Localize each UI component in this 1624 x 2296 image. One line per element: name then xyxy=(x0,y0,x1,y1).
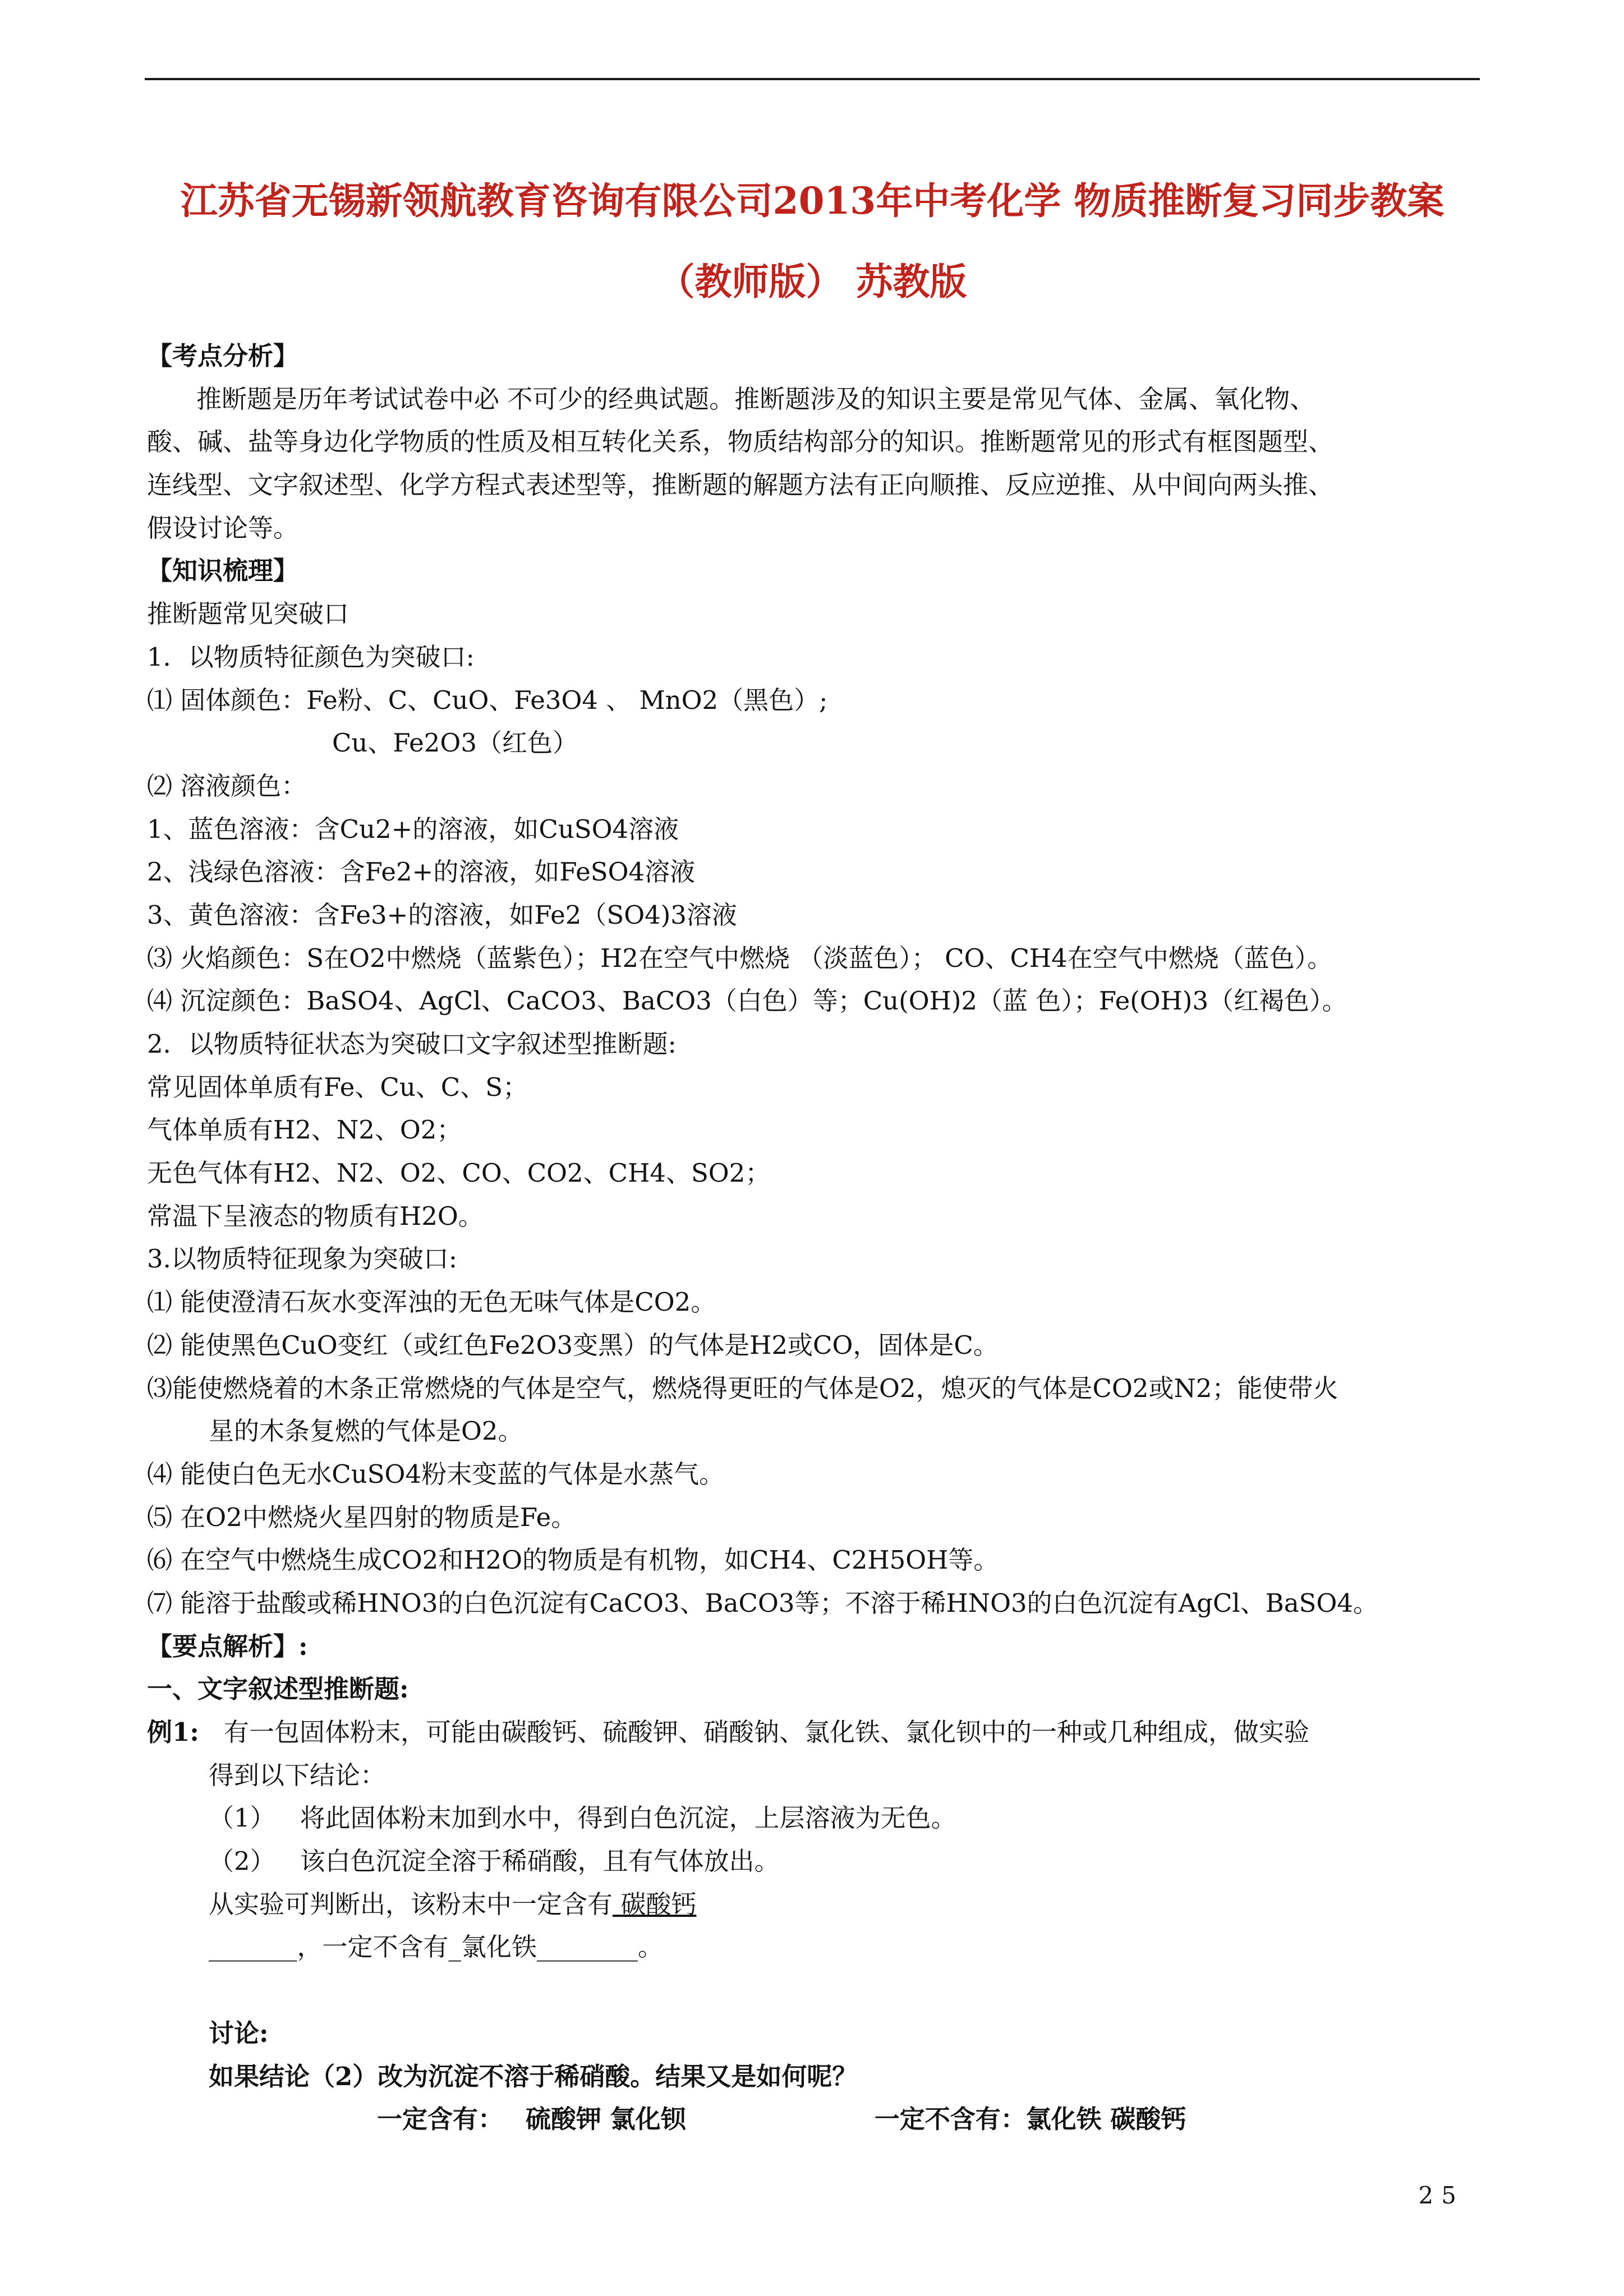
section-heading-analysis: 【考点分析】 xyxy=(147,341,299,371)
judgement-end: 。 xyxy=(638,1932,664,1962)
example-text-continued: 得到以下结论： xyxy=(209,1760,386,1790)
discussion-question: 如果结论（2）改为沉淀不溶于稀硝酸。结果又是如何呢？ xyxy=(209,2061,858,2091)
page-number: 25 xyxy=(1418,2182,1464,2209)
example-label: 例1: xyxy=(147,1717,199,1747)
knowledge-item: 2．以物质特征状态为突破口文字叙述型推断题: xyxy=(147,1029,677,1059)
analysis-paragraph-line: 连线型、文字叙述型、化学方程式表述型等，推断题的解题方法有正向顺推、反应逆推、从中间向两头推、 xyxy=(147,470,1334,500)
knowledge-item: ⑶能使燃烧着的木条正常燃烧的气体是空气，燃烧得更旺的气体是O2，熄灭的气体是CO2或N2；能使带火 xyxy=(147,1373,1338,1403)
analysis-paragraph-line: 假设讨论等。 xyxy=(147,513,299,543)
knowledge-item: ⑴ 能使澄清石灰水变浑浊的无色无味气体是CO2。 xyxy=(147,1287,716,1317)
blank-line xyxy=(147,1969,1482,2012)
analysis-paragraph-line: 酸、碱、盐等身边化学物质的性质及相互转化关系，物质结构部分的知识。推断题常见的形式有框图题型、 xyxy=(147,427,1334,457)
knowledge-item: ⑺ 能溶于盐酸或稀HNO3的白色沉淀有CaCO3、BaCO3等；不溶于稀HNO3的白色沉淀有AgCl、BaSO4。 xyxy=(147,1588,1379,1618)
knowledge-item: ⑵ 能使黑色CuO变红（或红色Fe2O3变黑）的气体是H2或CO，固体是C。 xyxy=(147,1330,999,1360)
section-heading-knowledge: 【知识梳理】 xyxy=(147,556,299,586)
answer-excludes-label: 一定不含有： xyxy=(874,2104,1026,2134)
knowledge-item: 气体单质有H2、N2、O2； xyxy=(147,1115,462,1145)
knowledge-item: 1．以物质特征颜色为突破口: xyxy=(147,642,475,672)
knowledge-item: 3.以物质特征现象为突破口: xyxy=(147,1244,458,1274)
knowledge-item: ⑹ 在空气中燃烧生成CO2和H2O的物质是有机物，如CH4、C2H5OH等。 xyxy=(147,1545,999,1575)
knowledge-item: ⑸ 在O2中燃烧火星四射的物质是Fe。 xyxy=(147,1502,577,1532)
subsection-heading: 一、文字叙述型推断题: xyxy=(147,1674,409,1704)
example-text: 有一包固体粉末，可能由碳酸钙、硫酸钾、硝酸钠、氯化铁、氯化钡中的一种或几种组成，做实验 xyxy=(223,1717,1309,1747)
judgement-prefix: 从实验可判断出，该粉末中一定含有 xyxy=(209,1889,613,1919)
knowledge-item: 1、蓝色溶液：含Cu2+的溶液，如CuSO4溶液 xyxy=(147,814,679,844)
answer-blank: _______ xyxy=(209,1932,297,1962)
knowledge-item: 星的木条复燃的气体是O2。 xyxy=(209,1416,523,1446)
answer-contains-label: 一定含有： xyxy=(377,2104,504,2134)
knowledge-item: 2、浅绿色溶液：含Fe2+的溶液，如FeSO4溶液 xyxy=(147,857,696,887)
knowledge-item: Cu、Fe2O3（红色） xyxy=(332,728,578,758)
knowledge-item: ⑷ 能使白色无水CuSO4粉末变蓝的气体是水蒸气。 xyxy=(147,1459,725,1489)
knowledge-item: ⑴ 固体颜色：Fe粉、C、CuO、Fe3O4 、 MnO2（黑色）; xyxy=(147,685,828,715)
condition-number: （1） xyxy=(209,1803,275,1833)
knowledge-item: 3、黄色溶液：含Fe3+的溶液，如Fe2（SO4)3溶液 xyxy=(147,900,737,930)
condition-text: 将此固体粉末加到水中，得到白色沉淀，上层溶液为无色。 xyxy=(300,1803,956,1833)
section-heading-key-points: 【要点解析】: xyxy=(147,1631,308,1661)
knowledge-item: ⑷ 沉淀颜色：BaSO4、AgCl、CaCO3、BaCO3（白色）等；Cu(OH)2（蓝 色）；Fe(OH)3（红褐色）。 xyxy=(147,986,1347,1016)
discussion-answer xyxy=(147,2098,1482,2141)
example-judgement-continued xyxy=(147,1926,1482,1969)
header-rule xyxy=(145,78,1480,80)
condition-number: （2） xyxy=(209,1846,275,1877)
knowledge-item: ⑶ 火焰颜色：S在O2中燃烧（蓝紫色）；H2在空气中燃烧 （淡蓝色）； CO、CH4在空气中燃烧（蓝色）。 xyxy=(147,943,1333,973)
example-condition xyxy=(147,1797,1482,1840)
knowledge-intro: 推断题常见突破口 xyxy=(147,599,349,629)
document-body xyxy=(147,335,1482,2141)
answer-contains: 碳酸钙 xyxy=(613,1889,697,1919)
document-title-line1: 江苏省无锡新领航教育咨询有限公司2013年中考化学 物质推断复习同步教案 xyxy=(180,179,1444,223)
knowledge-item: 常温下呈液态的物质有H2O。 xyxy=(147,1201,484,1231)
knowledge-item: ⑵ 溶液颜色： xyxy=(147,771,307,801)
analysis-paragraph-line: 推断题是历年考试试卷中必 不可少的经典试题。推断题涉及的知识主要是常见气体、金属、氧化物、 xyxy=(196,384,1315,414)
judgement-mid: ，一定不含有 xyxy=(297,1932,449,1962)
example-condition xyxy=(147,1840,1482,1883)
document-title-line2: （教师版） 苏教版 xyxy=(657,260,967,303)
knowledge-item: 无色气体有H2、N2、O2、CO、CO2、CH4、SO2； xyxy=(147,1158,771,1188)
answer-excludes-value: 氯化铁 碳酸钙 xyxy=(1025,2104,1186,2134)
answer-excludes: _氯化铁________ xyxy=(448,1932,638,1962)
example-judgement xyxy=(147,1883,1482,1926)
condition-text: 该白色沉淀全溶于稀硝酸，且有气体放出。 xyxy=(300,1846,780,1877)
knowledge-item: 常见固体单质有Fe、Cu、C、S； xyxy=(147,1072,528,1102)
discussion-label: 讨论: xyxy=(209,2018,269,2048)
answer-contains-value: 硫酸钾 氯化钡 xyxy=(526,2104,686,2134)
example-1-statement xyxy=(147,1711,1482,1754)
